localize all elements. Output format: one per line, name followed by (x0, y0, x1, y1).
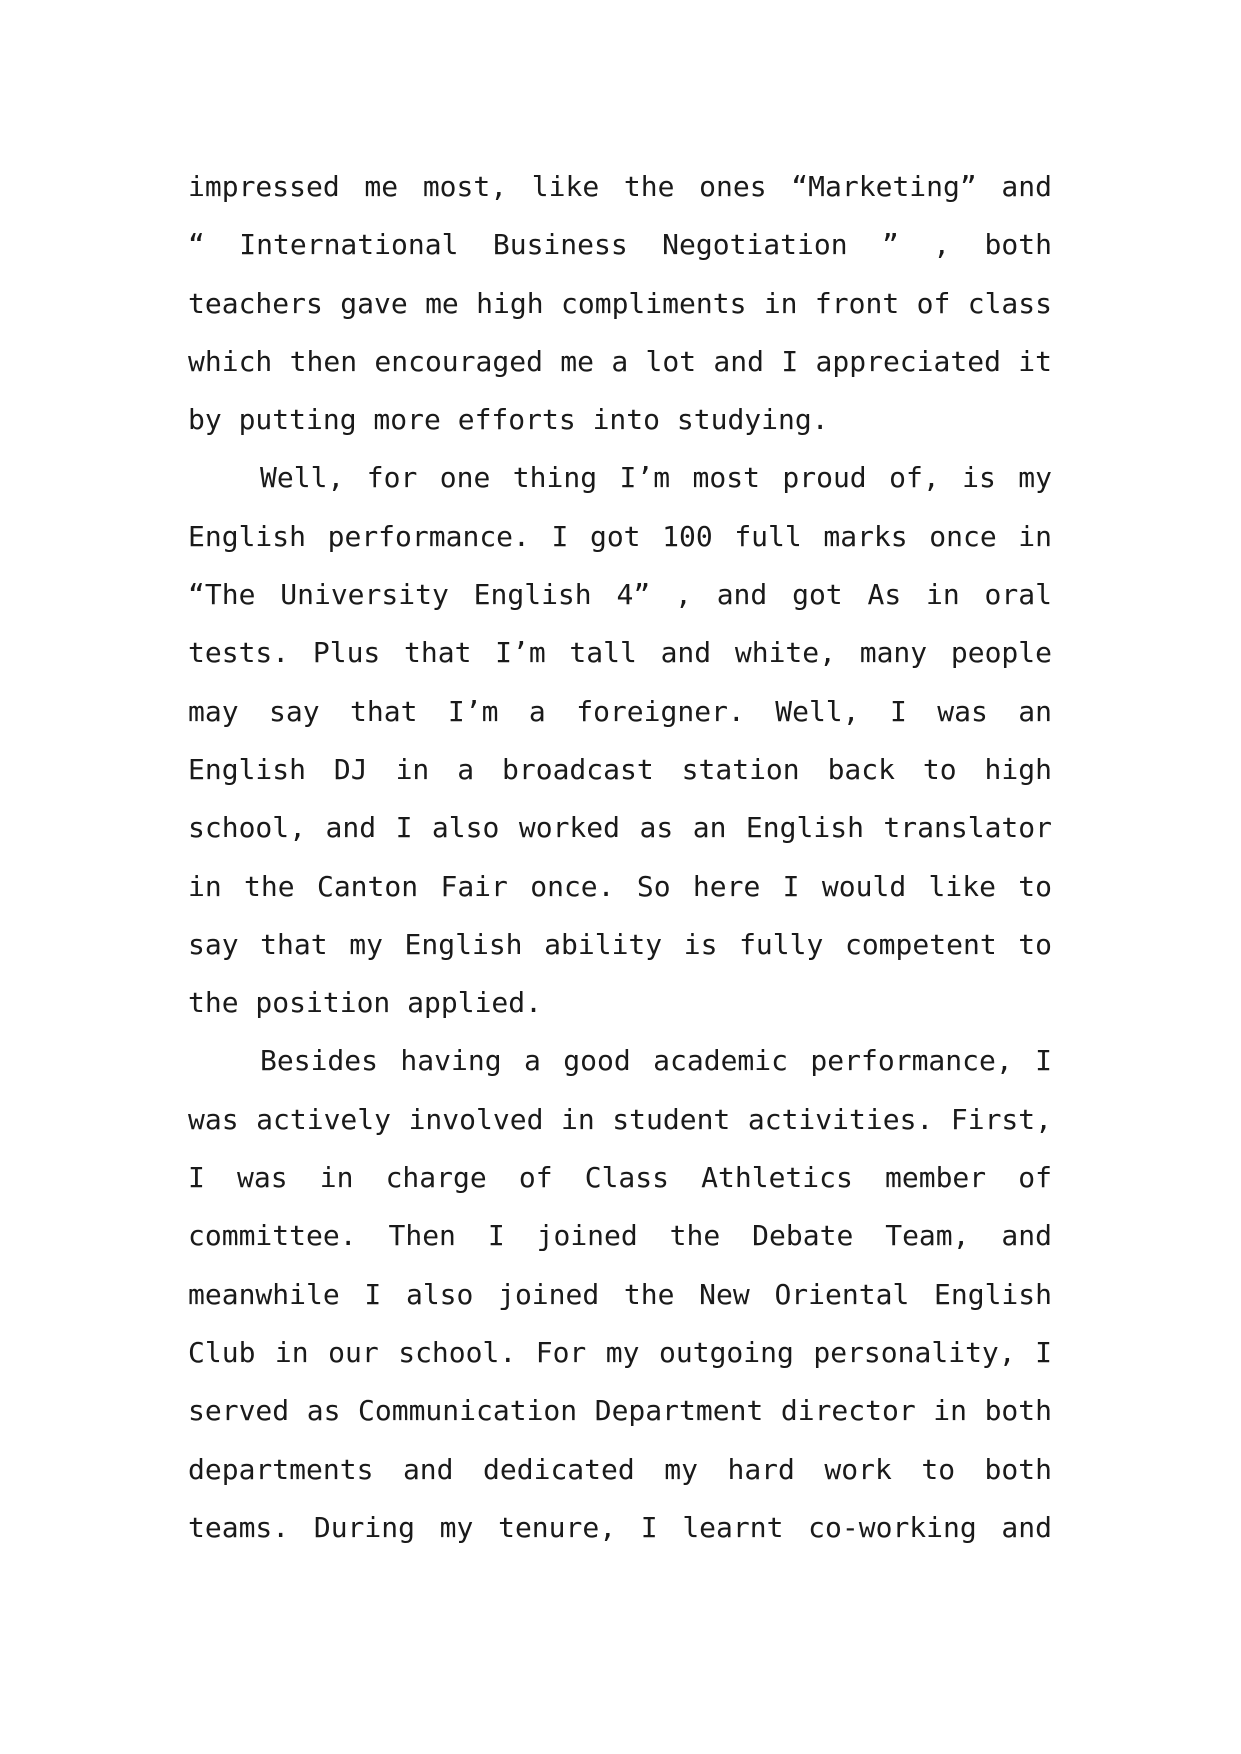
paragraph-3-line-5: meanwhile I also joined the New Oriental English (188, 1277, 1052, 1311)
paragraph-2-line-4: tests. Plus that I’m tall and white, many people (188, 636, 1052, 670)
paragraph-1-line-5: by putting more efforts into studying. (188, 403, 829, 437)
paragraph-1-line-4: which then encouraged me a lot and I appreciated it (188, 344, 1052, 378)
paragraph-1-line-1: impressed me most, like the ones “Marketing” and (188, 170, 1052, 203)
paragraph-2-line-7: school, and I also worked as an English translator (188, 811, 1052, 845)
paragraph-2-line-2: English performance. I got 100 full marks once in (188, 519, 1052, 553)
paragraph-2-line-10: the position applied. (188, 986, 543, 1020)
body-text (188, 158, 1052, 1557)
paragraph-2-line-1: Well, for one thing I’m most proud of, is my (260, 461, 1052, 495)
paragraph-2-line-8: in the Canton Fair once. So here I would like to (188, 869, 1052, 903)
paragraph-3-line-7: served as Communication Department director in both (188, 1394, 1052, 1428)
paragraph-3-line-2: was actively involved in student activities. First, (188, 1102, 1052, 1136)
paragraph-3-line-6: Club in our school. For my outgoing personality, I (188, 1335, 1052, 1369)
paragraph-2-line-3: “The University English 4” , and got As in oral (188, 578, 1052, 612)
paragraph-3-line-8: departments and dedicated my hard work to both (188, 1452, 1052, 1486)
paragraph-3-line-3: I was in charge of Class Athletics member of (188, 1161, 1052, 1195)
paragraph-1-line-3: teachers gave me high compliments in front of class (188, 286, 1052, 320)
paragraph-3-line-9: teams. During my tenure, I learnt co-working and (188, 1510, 1052, 1544)
paragraph-2-line-6: English DJ in a broadcast station back to high (188, 752, 1052, 786)
paragraph-1-line-2: “ International Business Negotiation ” , both (188, 228, 1052, 262)
paragraph-3-line-1: Besides having a good academic performance, I (260, 1044, 1052, 1078)
paragraph-2-line-5: may say that I’m a foreigner. Well, I was an (188, 694, 1052, 728)
paragraph-3-line-4: committee. Then I joined the Debate Team, and (188, 1219, 1052, 1253)
paragraph-2-line-9: say that my English ability is fully competent to (188, 927, 1052, 961)
